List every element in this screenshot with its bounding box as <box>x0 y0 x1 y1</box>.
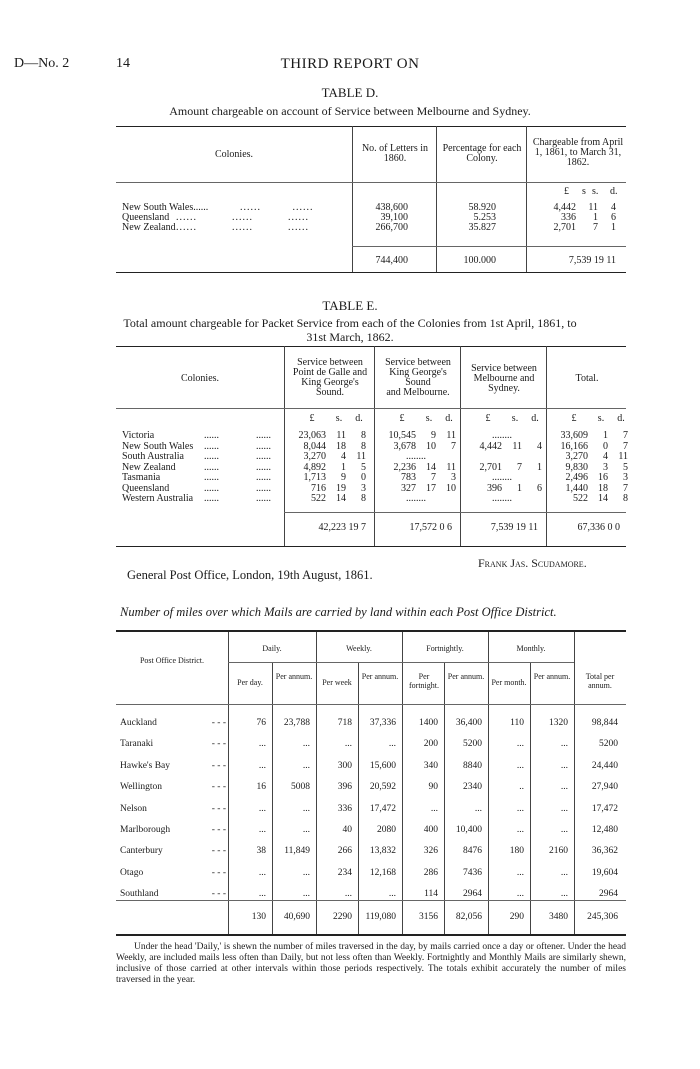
dots: ...... <box>256 461 271 473</box>
melbourne-pounds: 2,701 <box>479 461 502 473</box>
miles-title: Number of miles over which Mails are carried by land within each Post Office District. <box>120 605 557 619</box>
dots: ...... <box>204 493 219 504</box>
letters-cell: 39,100 <box>380 212 408 223</box>
miles-row-district: Wellington <box>120 782 162 793</box>
galle-total: 42,223 19 7 <box>318 522 366 533</box>
letters-total: 744,400 <box>375 255 408 266</box>
miles-row-district: Canterbury <box>120 846 163 857</box>
miles-row-district: Taranaki <box>120 739 154 750</box>
dots: ...... <box>256 493 271 504</box>
miles-cell: 180 <box>509 846 524 857</box>
table-e-caption-line1: Total amount chargeable for Packet Service from each of the Colonies from 1st April, 1861, to <box>123 316 577 330</box>
kgs-blank: ........ <box>406 493 426 504</box>
galle-pence: 0 <box>361 472 366 483</box>
miles-sub-per-fortnight: Per fortnight. <box>409 672 439 690</box>
money-header-pound: £ <box>485 413 491 424</box>
miles-cell: ... <box>302 867 310 878</box>
miles-cell: ... <box>258 803 266 814</box>
miles-cell: 11,849 <box>284 846 310 857</box>
miles-cell: ... <box>302 825 310 835</box>
percentage-cell: 5.253 <box>473 212 496 223</box>
money-header-shilling: s. <box>511 413 519 424</box>
total-pounds: 2,496 <box>565 472 588 483</box>
melbourne-pence: 6 <box>537 482 542 494</box>
miles-cell: ... <box>516 739 524 750</box>
total-pounds: 3,270 <box>565 451 588 462</box>
miles-cell: 8476 <box>463 846 482 857</box>
table-e-row-colony: Tasmania <box>122 472 161 483</box>
melbourne-blank: ........ <box>492 430 512 441</box>
miles-row-dashes: - - - <box>211 718 226 728</box>
money-header-pence: d. <box>445 413 453 424</box>
miles-sub-per-annum: Per annum. <box>361 672 399 681</box>
miles-cell: 326 <box>423 846 438 857</box>
miles-table <box>116 632 626 934</box>
total-shillings: 4 <box>603 451 608 462</box>
kgs-pence: 11 <box>446 461 456 473</box>
miles-sub-per-month: Per month. <box>491 678 527 687</box>
currency-shillings-2: s. <box>592 186 599 197</box>
total-pounds: 33,609 <box>560 430 588 441</box>
table-e-header-melbourne: Service between Melbourne and Sydney. <box>471 363 537 394</box>
miles-cell: 40 <box>342 825 352 835</box>
miles-cell: 24,440 <box>591 760 618 771</box>
miles-row-dashes: - - - <box>211 803 226 814</box>
miles-cell: ... <box>344 739 352 750</box>
pounds-cell: 2,701 <box>553 222 576 233</box>
miles-cell: ... <box>258 867 266 878</box>
document-number: D—No. 2 <box>14 56 70 71</box>
shillings-cell: 11 <box>588 202 598 213</box>
miles-cell: ... <box>560 803 568 814</box>
dateline: General Post Office, London, 19th August, 1861. <box>127 568 373 582</box>
miles-cell: 13,832 <box>369 846 396 857</box>
galle-pounds: 4,892 <box>303 461 326 473</box>
total-pence: 7 <box>623 482 628 494</box>
galle-pounds: 1,713 <box>303 472 326 483</box>
pounds-cell: 4,442 <box>553 202 576 213</box>
miles-cell: 114 <box>424 889 438 900</box>
total-shillings: 3 <box>603 461 608 473</box>
dots: ...... <box>256 482 271 494</box>
miles-cell: ... <box>560 867 568 878</box>
miles-total-cell: 82,056 <box>455 912 482 922</box>
miles-sub-per-annum: Per annum. <box>533 672 571 681</box>
miles-cell: ... <box>516 889 524 900</box>
miles-cell: ... <box>258 825 266 835</box>
table-e-row-colony: Victoria <box>122 430 155 441</box>
total-pence: 7 <box>623 430 628 441</box>
miles-cell: 8840 <box>463 760 482 771</box>
miles-sub-per-day: Per day. <box>237 678 263 687</box>
miles-total-cell: 3156 <box>419 912 438 922</box>
miles-cell: ... <box>516 867 524 878</box>
kgs-pounds: 327 <box>401 482 416 494</box>
table-e-header-kgs: Service between King George's Sound and Melbourne. <box>385 357 451 398</box>
money-header-pence: d. <box>355 413 363 424</box>
dots: ...... <box>204 472 219 483</box>
galle-pounds: 522 <box>311 493 326 504</box>
miles-cell: ... <box>302 889 310 900</box>
kgs-pounds: 10,545 <box>388 430 416 441</box>
melbourne-shillings: 11 <box>512 440 522 452</box>
kgs-shillings: 7 <box>431 472 436 483</box>
total-pence: 8 <box>623 493 628 504</box>
miles-sub-per-annum: Per annum. <box>275 672 313 681</box>
miles-cell: 234 <box>337 867 352 878</box>
miles-header-weekly: Weekly. <box>346 644 372 653</box>
miles-cell: 340 <box>423 760 438 771</box>
miles-cell: .. <box>519 782 524 793</box>
table-e-header-colonies: Colonies. <box>180 373 220 384</box>
miles-cell: 17,472 <box>591 803 618 814</box>
galle-pounds: 23,063 <box>298 430 326 441</box>
melbourne-blank: ........ <box>492 493 512 504</box>
galle-shillings: 11 <box>336 430 346 441</box>
miles-cell: ... <box>474 803 482 814</box>
kgs-pence: 7 <box>451 440 456 452</box>
miles-cell: 400 <box>423 825 438 835</box>
miles-total-cell: 290 <box>509 912 524 922</box>
dots: ...... <box>256 440 271 452</box>
page-number: 14 <box>116 56 130 71</box>
table-d-row-colony: New South Wales...... <box>122 202 209 213</box>
pence-cell: 4 <box>611 202 616 213</box>
table-d: Colonies. No. of Letters in 1860. Percentage for each Colony. Chargeable from April 1, 1861, to March 31, 1862. £ s s. d. New South Wales...... Queensland New Zealand ...... ...... ...... ...... ...... ...... ...... ...... 438,600 39,100 266,700 58.920 5.253 35.827 4,442 11 4 336 1 6 2,701 7 1 744,400 100.000 7,539 19 11 <box>116 126 626 272</box>
galle-shillings: 9 <box>341 472 346 483</box>
miles-cell: 98,844 <box>591 718 618 728</box>
miles-cell: 23,788 <box>283 718 310 728</box>
miles-row-dashes: - - - <box>211 760 226 771</box>
miles-row-district: Southland <box>120 889 159 900</box>
miles-header-daily: Daily. <box>262 644 282 653</box>
miles-row-dashes: - - - <box>211 889 226 900</box>
miles-cell: 718 <box>337 718 352 728</box>
kgs-pounds: 2,236 <box>393 461 416 473</box>
miles-cell: ... <box>560 760 568 771</box>
galle-pence: 8 <box>361 493 366 504</box>
galle-shillings: 1 <box>341 461 346 473</box>
miles-cell: 10,400 <box>455 825 482 835</box>
miles-cell: ... <box>388 739 396 750</box>
melbourne-blank: ........ <box>492 472 512 483</box>
kgs-shillings: 14 <box>426 461 436 473</box>
miles-row-dashes: - - - <box>211 825 226 835</box>
miles-cell: 200 <box>423 739 438 750</box>
miles-cell: 2964 <box>463 889 482 900</box>
melbourne-total: 7,539 19 11 <box>490 522 538 533</box>
miles-row-dashes: - - - <box>211 782 226 793</box>
money-header-pound: £ <box>309 413 315 424</box>
miles-sub-per-annum: Per annum. <box>447 672 485 681</box>
total-pounds: 16,166 <box>560 440 588 452</box>
table-d-header-colonies: Colonies. <box>214 149 254 160</box>
miles-header-district: Post Office District. <box>139 656 205 665</box>
table-e-row-colony: Queensland <box>122 482 170 494</box>
miles-row-district: Hawke's Bay <box>120 760 170 771</box>
galle-shillings: 18 <box>336 440 346 452</box>
currency-shillings: s <box>582 186 586 197</box>
total-shillings: 0 <box>603 440 608 452</box>
table-e-row-colony: Western Australia <box>122 493 194 504</box>
miles-cell: 336 <box>337 803 352 814</box>
miles-cell: ... <box>516 803 524 814</box>
page-title: THIRD REPORT ON <box>280 56 420 72</box>
miles-cell: 266 <box>337 846 352 857</box>
dots: ...... <box>204 482 219 494</box>
miles-cell: 12,480 <box>591 825 618 835</box>
miles-cell: ... <box>560 739 568 750</box>
miles-cell: 5200 <box>463 739 482 750</box>
miles-total-cell: 2290 <box>333 912 352 922</box>
miles-cell: ... <box>388 889 396 900</box>
grand-total: 67,336 0 0 <box>577 522 620 533</box>
table-e-label: TABLE E. <box>322 298 378 313</box>
letters-cell: 266,700 <box>375 222 408 233</box>
miles-cell: ... <box>302 760 310 771</box>
miles-cell: 2080 <box>377 825 396 835</box>
letters-cell: 438,600 <box>375 202 408 213</box>
miles-sub-total: Total per annum. <box>585 672 615 690</box>
melbourne-shillings: 7 <box>517 461 522 473</box>
miles-cell: 76 <box>256 718 266 728</box>
galle-shillings: 14 <box>336 493 346 504</box>
table-d-label: TABLE D. <box>321 85 379 100</box>
miles-sub-per-week: Per week <box>322 678 352 687</box>
miles-cell: 15,600 <box>369 760 396 771</box>
miles-row-dashes: - - - <box>211 739 226 750</box>
miles-cell: ... <box>560 825 568 835</box>
shillings-cell: 1 <box>593 212 598 223</box>
miles-cell: 1320 <box>549 718 568 728</box>
money-header-pound: £ <box>399 413 405 424</box>
galle-pence: 8 <box>361 440 366 452</box>
miles-cell: ... <box>560 889 568 900</box>
melbourne-shillings: 1 <box>517 482 522 494</box>
miles-cell: 286 <box>423 867 438 878</box>
miles-cell: 16 <box>256 782 266 793</box>
galle-pounds: 716 <box>311 482 326 494</box>
kgs-blank: ........ <box>406 451 426 462</box>
total-pence: 3 <box>623 472 628 483</box>
pence-cell: 6 <box>611 212 616 223</box>
miles-row-district: Marlborough <box>120 825 171 835</box>
table-d-header-percentage: Percentage for each Colony. <box>442 143 522 164</box>
kgs-total: 17,572 0 6 <box>409 522 452 533</box>
miles-cell: ... <box>344 889 352 900</box>
table-e <box>116 346 626 546</box>
table-e-header-galle: Service between Point de Galle and King George's Sound. <box>292 357 368 398</box>
miles-cell: ... <box>302 739 310 750</box>
table-d-row-colony: Queensland <box>122 212 170 223</box>
total-pounds: 1,440 <box>565 482 588 494</box>
melbourne-pence: 1 <box>537 461 542 473</box>
miles-cell: 19,604 <box>591 867 618 878</box>
miles-cell: 36,400 <box>455 718 482 728</box>
money-header-pence: d. <box>617 413 625 424</box>
miles-footnote: Under the head 'Daily,' is shewn the number of miles traversed in the day, by mails carried once a day or oftener. Under the head Weekly, are included mails less often than Daily, but not less often than Weekly. Fortnightly and Monthly Mails are similarly shewn, inclusive of those carried at other intervals within those periods respectively. The totals exhibit accurately the number of miles traversed in the year. <box>116 942 626 985</box>
total-shillings: 14 <box>598 493 608 504</box>
total-shillings: 1 <box>603 430 608 441</box>
miles-cell: 17,472 <box>369 803 396 814</box>
galle-pence: 8 <box>361 430 366 441</box>
galle-pounds: 8,044 <box>303 440 326 452</box>
signature: Frank Jas. Scudamore. <box>478 556 587 570</box>
miles-total-cell: 3480 <box>549 912 568 922</box>
miles-total-cell: 119,080 <box>365 912 396 922</box>
total-shillings: 18 <box>598 482 608 494</box>
miles-cell: 2340 <box>463 782 482 793</box>
miles-cell: 396 <box>337 782 352 793</box>
miles-cell: 7436 <box>463 867 482 878</box>
galle-pence: 5 <box>361 461 366 473</box>
miles-header-monthly: Monthly. <box>516 644 546 653</box>
percentage-cell: 35.827 <box>468 222 496 233</box>
total-pence: 11 <box>618 451 628 462</box>
total-pounds: 522 <box>573 493 588 504</box>
miles-cell: 20,592 <box>369 782 396 793</box>
miles-cell: ... <box>258 760 266 771</box>
miles-total-cell: 40,690 <box>283 912 310 922</box>
table-e-row-colony: South Australia <box>122 451 184 462</box>
miles-cell: 27,940 <box>591 782 618 793</box>
kgs-shillings: 17 <box>426 482 436 494</box>
total-pounds: 9,830 <box>565 461 588 473</box>
miles-cell: 90 <box>428 782 438 793</box>
percentage-total: 100.000 <box>463 255 496 266</box>
miles-cell: 38 <box>256 846 266 857</box>
miles-row-district: Auckland <box>120 718 157 728</box>
kgs-pence: 10 <box>446 482 456 494</box>
table-e-row-colony: New Zealand <box>122 461 176 473</box>
kgs-shillings: 10 <box>426 440 436 452</box>
chargeable-total: 7,539 19 11 <box>568 255 616 266</box>
miles-row-dashes: - - - <box>211 846 226 857</box>
miles-cell: 5200 <box>599 739 618 750</box>
page-header <box>0 56 700 76</box>
kgs-pounds: 3,678 <box>393 440 416 452</box>
money-header-pound: £ <box>571 413 577 424</box>
money-header-pence: d. <box>531 413 539 424</box>
pence-cell: 1 <box>611 222 616 233</box>
miles-total-cell: 130 <box>251 912 266 922</box>
miles-cell: ... <box>516 760 524 771</box>
miles-cell: ... <box>258 739 266 750</box>
currency-pound: £ <box>564 186 569 197</box>
melbourne-pounds: 4,442 <box>479 440 502 452</box>
miles-total-cell: 245,306 <box>587 912 618 922</box>
kgs-pence: 3 <box>451 472 456 483</box>
currency-pence: d. <box>610 186 618 197</box>
miles-cell: ... <box>258 889 266 900</box>
pounds-cell: 336 <box>561 212 576 223</box>
miles-row-district: Otago <box>120 867 144 878</box>
money-header-shilling: s. <box>425 413 433 424</box>
dots: ...... <box>256 451 271 462</box>
dots: ...... <box>256 430 271 441</box>
galle-pence: 3 <box>361 482 366 494</box>
percentage-cell: 58.920 <box>468 202 496 213</box>
miles-row-dashes: - - - <box>211 867 226 878</box>
kgs-shillings: 9 <box>431 430 436 441</box>
miles-cell: 2160 <box>549 846 568 857</box>
miles-cell: 36,362 <box>591 846 618 857</box>
money-header-shilling: s. <box>597 413 605 424</box>
table-e-caption-line2: 31st March, 1862. <box>306 330 394 344</box>
kgs-pence: 11 <box>446 430 456 441</box>
table-e-row-colony: New South Wales <box>122 440 194 452</box>
galle-shillings: 4 <box>341 451 346 462</box>
dots: ...... <box>204 440 219 452</box>
dots: ...... <box>204 451 219 462</box>
miles-cell: 1400 <box>419 718 438 728</box>
miles-cell: 110 <box>510 718 524 728</box>
miles-cell: ... <box>430 803 438 814</box>
miles-cell: 5008 <box>291 782 310 793</box>
miles-cell: 37,336 <box>369 718 396 728</box>
shillings-cell: 7 <box>593 222 598 233</box>
galle-pence: 11 <box>356 451 366 462</box>
total-pence: 7 <box>623 440 628 452</box>
table-d-header-chargeable: Chargeable from April 1, 1861, to March 31, 1862. <box>532 137 624 168</box>
dots: ...... <box>204 430 219 441</box>
miles-cell: ... <box>560 782 568 793</box>
money-header-shilling: s. <box>335 413 343 424</box>
galle-pounds: 3,270 <box>303 451 326 462</box>
miles-cell: 2964 <box>599 889 618 900</box>
galle-shillings: 19 <box>336 482 346 494</box>
miles-cell: 300 <box>337 760 352 771</box>
miles-cell: ... <box>302 803 310 814</box>
table-d-caption: Amount chargeable on account of Service between Melbourne and Sydney. <box>169 104 531 118</box>
total-shillings: 16 <box>598 472 608 483</box>
kgs-pounds: 783 <box>401 472 416 483</box>
total-pence: 5 <box>623 461 628 473</box>
miles-header-fortnightly: Fortnightly. <box>426 644 464 653</box>
table-e-header-total: Total. <box>575 373 599 384</box>
miles-cell: 12,168 <box>369 867 396 878</box>
melbourne-pounds: 396 <box>487 482 502 494</box>
miles-cell: ... <box>516 825 524 835</box>
table-d-row-colony: New Zealand <box>122 222 176 233</box>
table-d-header-letters: No. of Letters in 1860. <box>361 143 429 164</box>
dots: ...... <box>256 472 271 483</box>
melbourne-pence: 4 <box>537 440 542 452</box>
dots: ...... <box>204 461 219 473</box>
miles-row-district: Nelson <box>120 803 147 814</box>
